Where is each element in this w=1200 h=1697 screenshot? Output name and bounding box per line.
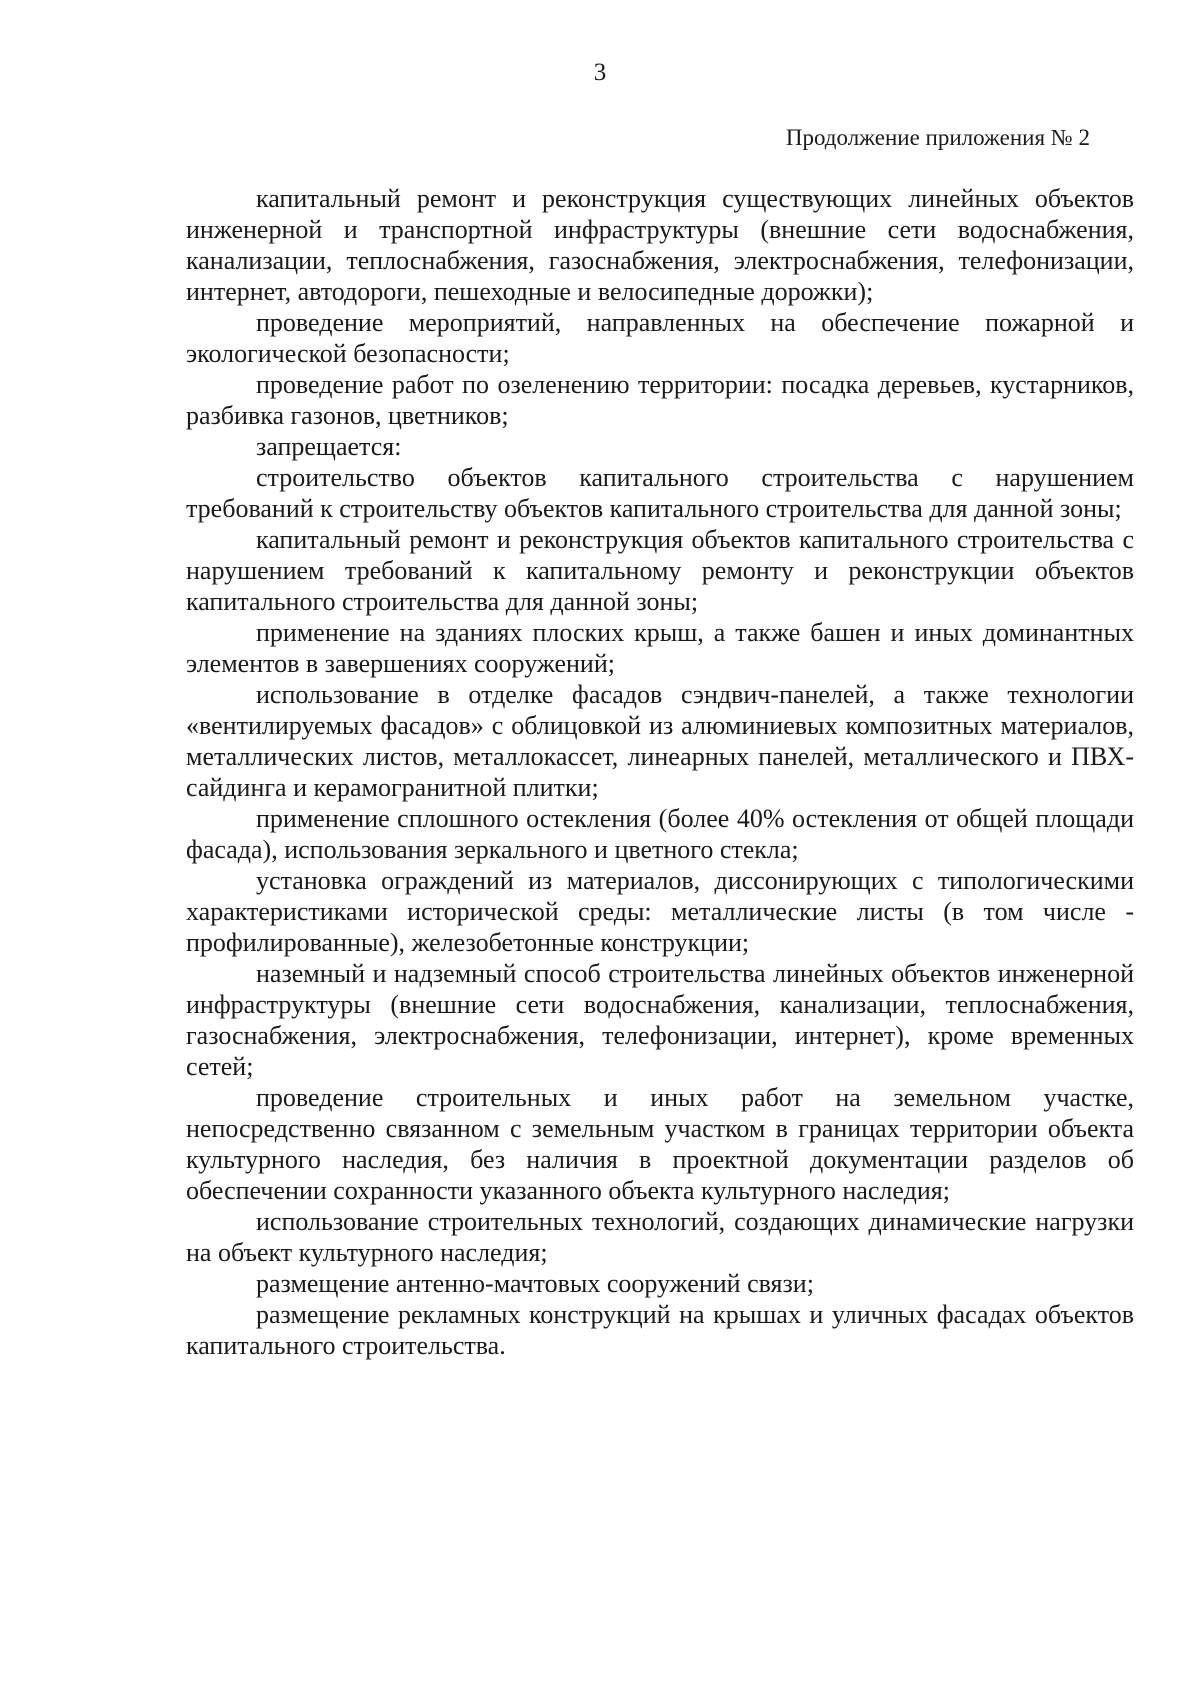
paragraph-repair-violation: капитальный ремонт и реконструкция объектов капитального строительства с нарушением требований к капитальному ремонту и реконструкции объектов капитального строительства для данной зоны; <box>186 525 1134 616</box>
paragraph-fences: установка ограждений из материалов, диссонирующих с типологическими характеристиками исторической среды: металлические листы (в том числе - профилированные), железобетонные конструкции; <box>186 866 1134 957</box>
paragraph-dynamic-loads: использование строительных технологий, создающих динамические нагрузки на объект культурного наследия; <box>186 1207 1134 1267</box>
paragraph-prohibited-heading: запрещается: <box>256 432 402 461</box>
page-number: 3 <box>593 59 607 86</box>
paragraph-landscaping: проведение работ по озеленению территории: посадка деревьев, кустарников, разбивка газонов, цветников; <box>186 370 1134 430</box>
paragraph-linear-objects-repair: капитальный ремонт и реконструкция существующих линейных объектов инженерной и транспортной инфраструктуры (внешние сети водоснабжения, канализации, теплоснабжения, газоснабжения, электроснабжения, телефонизации, интернет, автодороги, пешеходные и велосипедные дорожки); <box>186 184 1134 306</box>
paragraph-fire-ecology-safety: проведение мероприятий, направленных на обеспечение пожарной и экологической безопасности; <box>186 308 1134 368</box>
paragraph-facade-materials: использование в отделке фасадов сэндвич-панелей, а также технологии «вентилируемых фасадов» с облицовкой из алюминиевых композитных материалов, металлических листов, металлокассет, линеарных панелей, металлического и ПВХ-сайдинга и керамогранитной плитки; <box>186 680 1134 802</box>
paragraph-linear-infrastructure: наземный и надземный способ строительства линейных объектов инженерной инфраструктуры (внешние сети водоснабжения, канализации, теплоснабжения, газоснабжения, электроснабжения, телефонизации, интернет), кроме временных сетей; <box>186 959 1134 1081</box>
document-body <box>186 183 1134 1361</box>
paragraph-antenna-masts: размещение антенно-мачтовых сооружений связи; <box>256 1269 814 1298</box>
paragraph-flat-roofs: применение на зданиях плоских крыш, а также башен и иных доминантных элементов в завершениях сооружений; <box>186 618 1134 678</box>
paragraph-glazing: применение сплошного остекления (более 40% остекления от общей площади фасада), использования зеркального и цветного стекла; <box>186 804 1134 864</box>
paragraph-construction-violation: строительство объектов капитального строительства с нарушением требований к строительству объектов капитального строительства для данной зоны; <box>186 463 1134 523</box>
paragraph-heritage-works: проведение строительных и иных работ на земельном участке, непосредственно связанном с земельным участком в границах территории объекта культурного наследия, без наличия в проектной документации разделов об обеспечении сохранности указанного объекта культурного наследия; <box>186 1083 1134 1205</box>
appendix-continuation-note: Продолжение приложения № 2 <box>785 125 1090 150</box>
paragraph-advertising: размещение рекламных конструкций на крышах и уличных фасадах объектов капитального строительства. <box>186 1300 1134 1360</box>
